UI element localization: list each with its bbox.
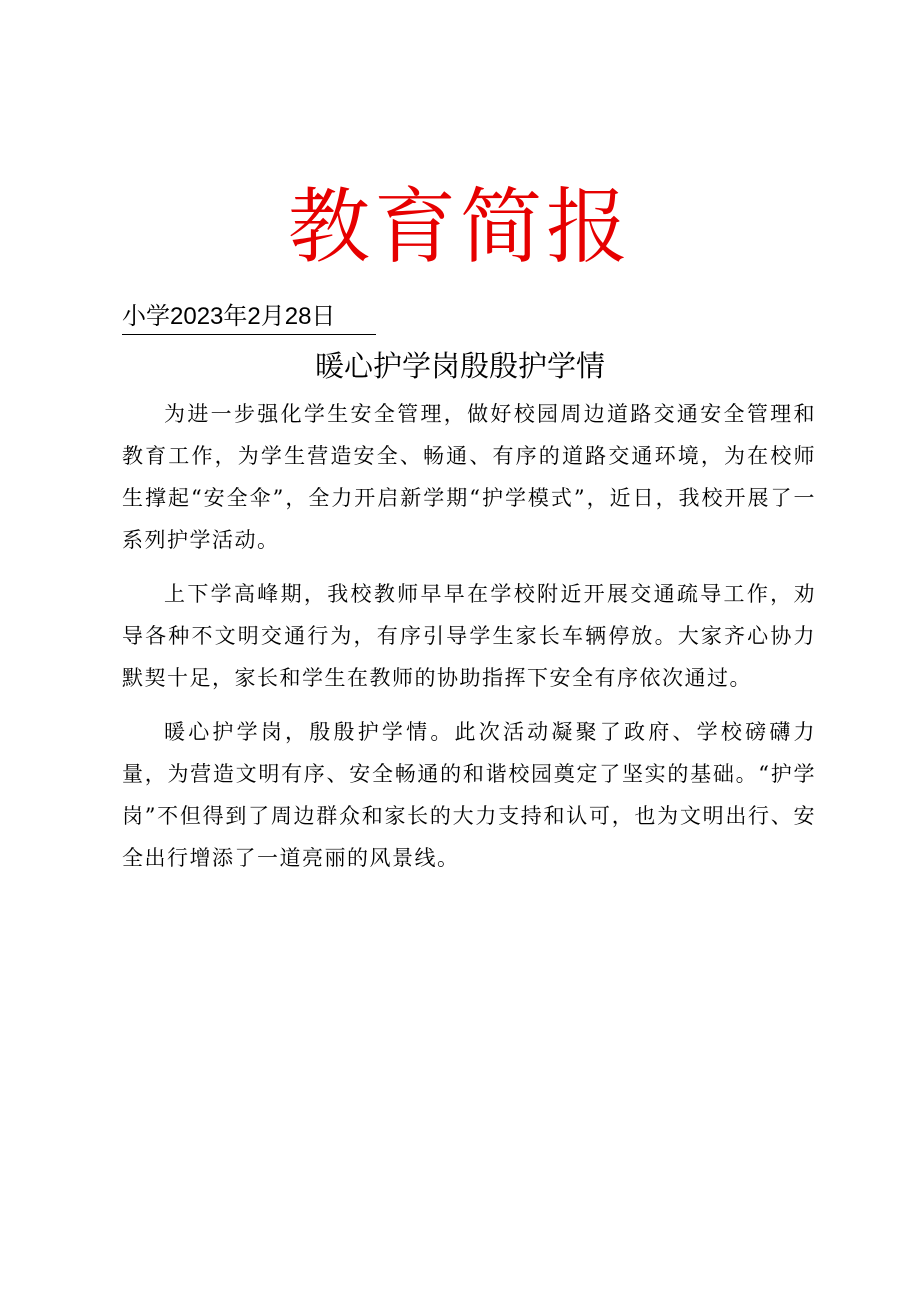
article-paragraph: 上下学高峰期，我校教师早早在学校附近开展交通疏导工作，劝导各种不文明交通行为，有序引导学生家长车辆停放。大家齐心协力默契十足，家长和学生在教师的协助指挥下安全有序依次通过。: [122, 582, 816, 690]
dateline: 小学2023年2月28日: [122, 300, 376, 335]
article-body: [122, 393, 816, 891]
article-paragraph: 暖心护学岗，殷殷护学情。此次活动凝聚了政府、学校磅礴力量，为营造文明有序、安全畅通的和谐校园奠定了坚实的基础。“护学岗”不但得到了周边群众和家长的大力支持和认可，也为文明出行、安全出行增添了一道亮丽的风景线。: [122, 720, 816, 870]
article-paragraph: 为进一步强化学生安全管理，做好校园周边道路交通安全管理和教育工作，为学生营造安全、畅通、有序的道路交通环境，为在校师生撑起“安全伞”，全力开启新学期“护学模式”，近日，我校开展了一系列护学活动。: [122, 402, 816, 552]
masthead-title: 教育简报: [287, 180, 632, 275]
article-headline: 暖心护学岗殷殷护学情: [314, 349, 605, 383]
